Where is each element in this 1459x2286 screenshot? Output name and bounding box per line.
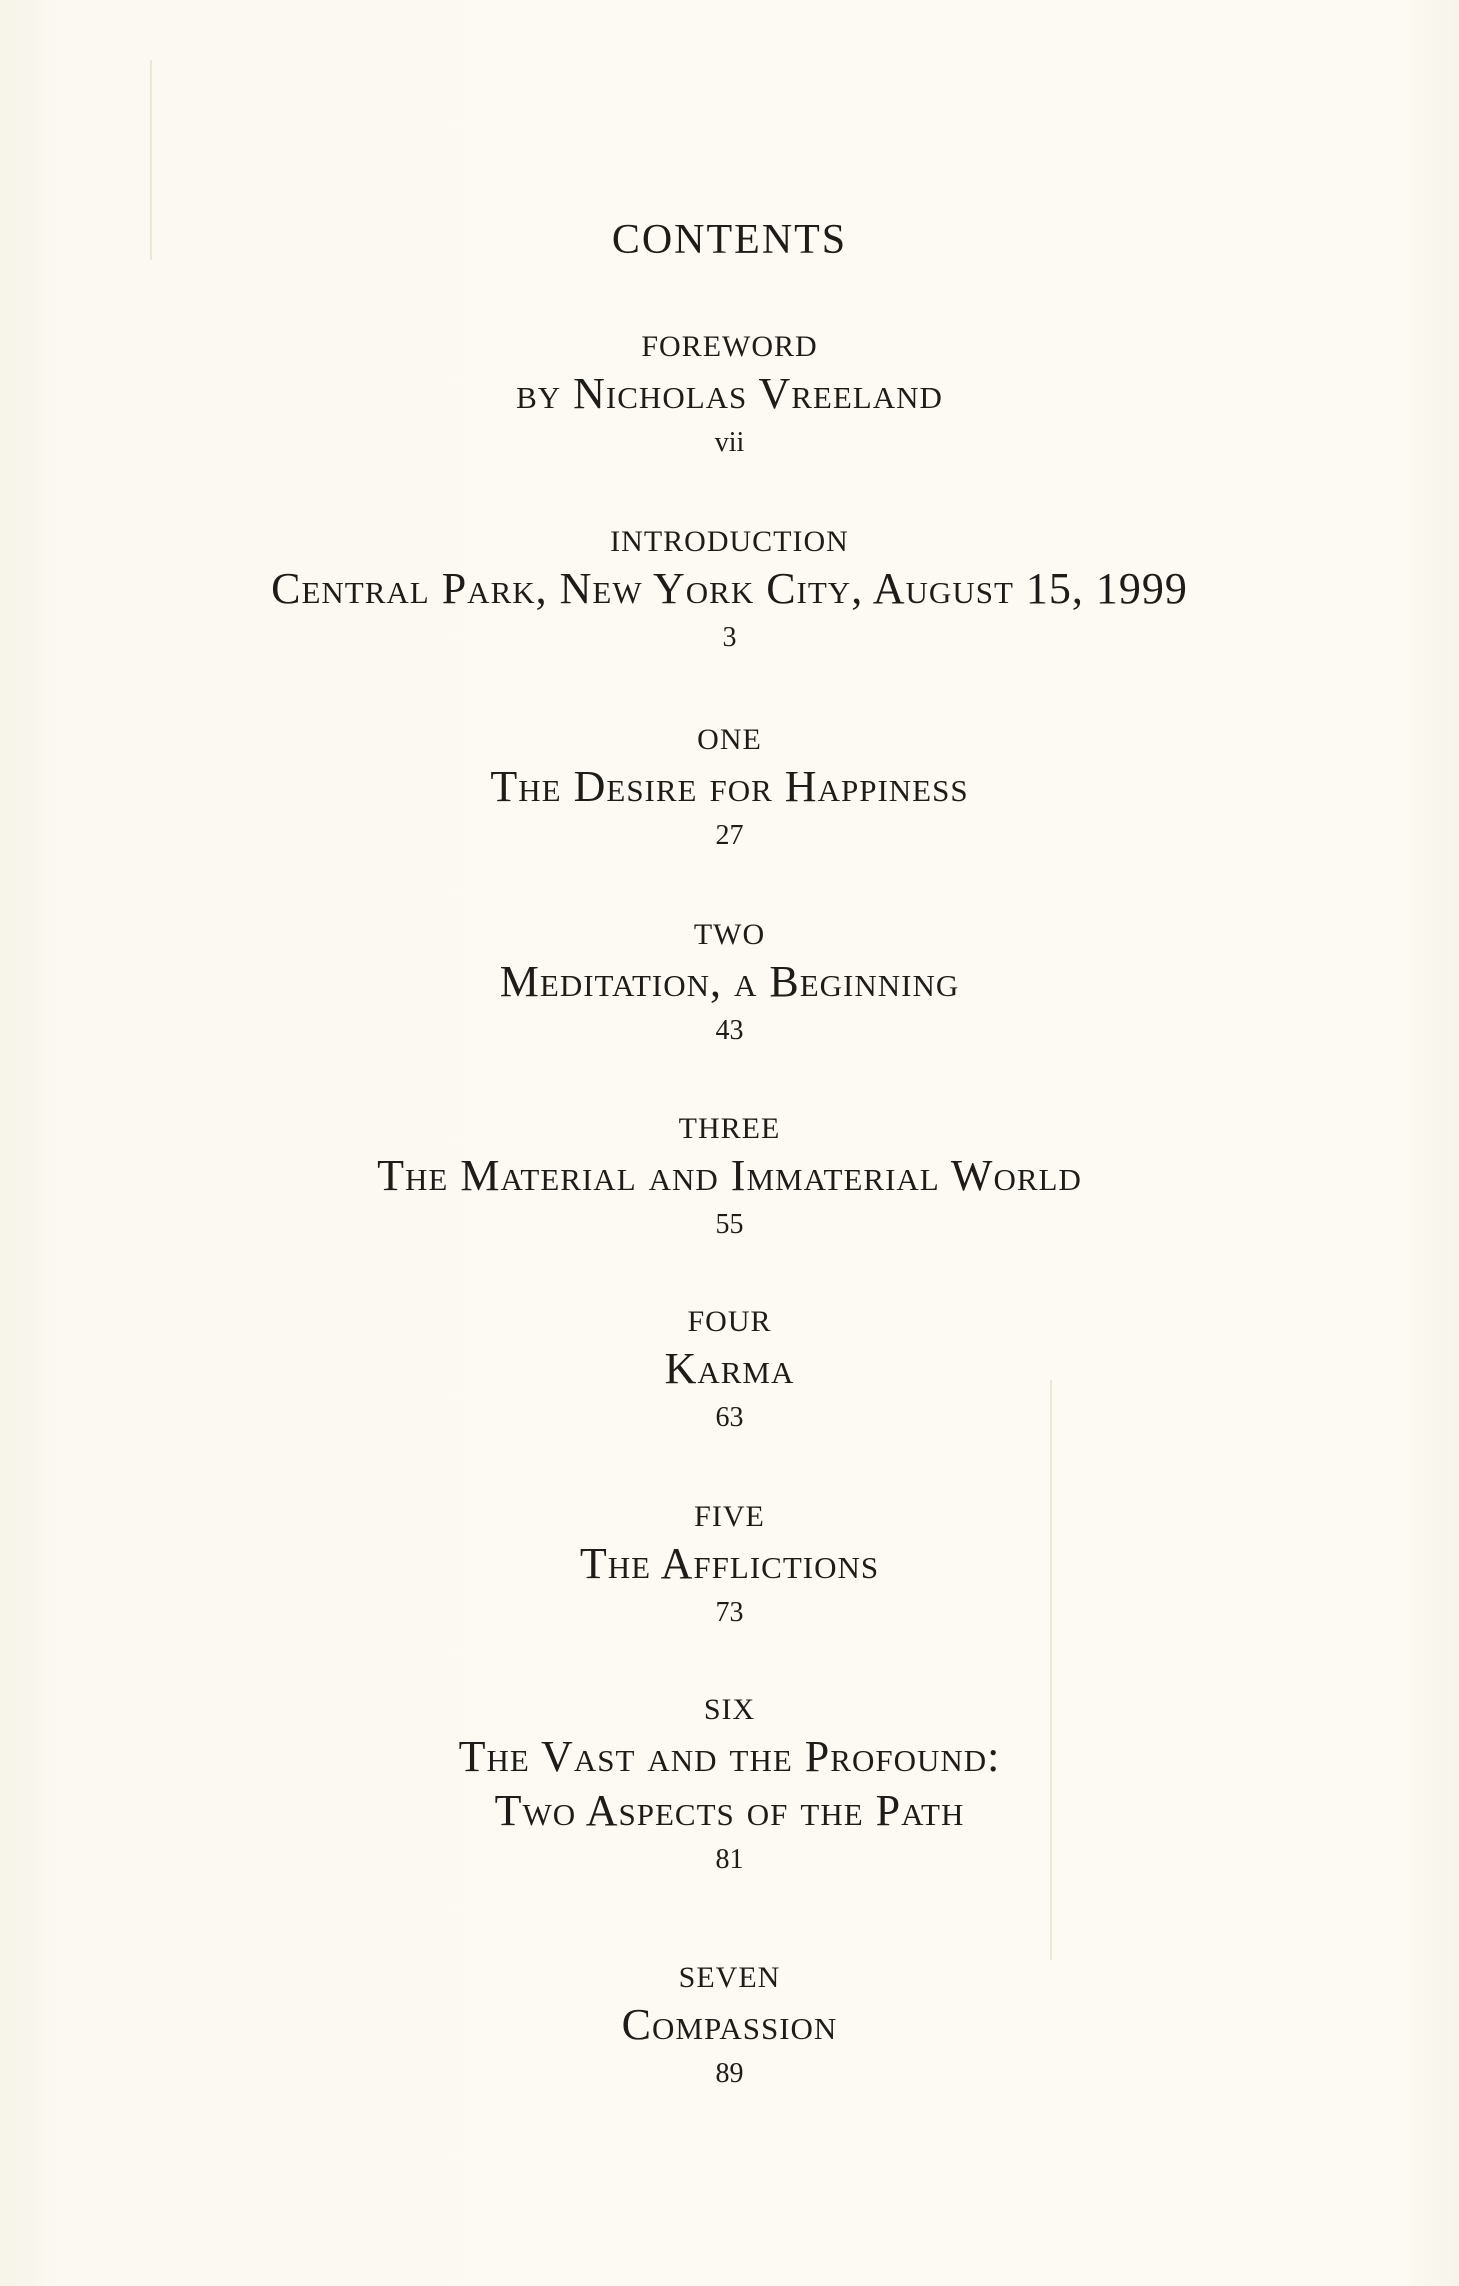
entry-label: TWO: [693, 918, 766, 951]
entry-label: ONE: [697, 723, 762, 756]
entry-page-number: 55: [715, 1209, 744, 1240]
entry-page-number: 43: [715, 1015, 744, 1046]
entry-page-number: 89: [715, 2058, 744, 2089]
toc-entry-introduction: [0, 522, 1459, 660]
toc-entry-foreword: [0, 327, 1459, 465]
entry-label: INTRODUCTION: [610, 525, 849, 558]
entry-title-line-2: Two Aspects of the Path: [494, 1786, 965, 1835]
entry-title: The Afflictions: [579, 1539, 880, 1588]
entry-label: FIVE: [694, 1500, 765, 1533]
entry-page-number: 63: [715, 1402, 744, 1433]
entry-title: by Nicholas Vreeland: [516, 369, 943, 418]
toc-entry-chapter-three: [0, 1109, 1459, 1247]
contents-heading: CONTENTS: [611, 217, 848, 263]
entry-label: THREE: [678, 1112, 781, 1145]
toc-entry-chapter-six: [0, 1690, 1459, 1882]
entry-title: The Desire for Happiness: [490, 762, 969, 811]
entry-title: Compassion: [621, 2000, 838, 2049]
toc-entry-chapter-one: [0, 720, 1459, 858]
entry-label: SEVEN: [678, 1961, 781, 1994]
toc-entry-chapter-five: [0, 1497, 1459, 1635]
entry-page-number: 73: [715, 1597, 744, 1628]
toc-entry-chapter-seven: [0, 1958, 1459, 2096]
entry-page-number: 3: [722, 622, 737, 653]
entry-page-number: 81: [715, 1844, 744, 1875]
entry-title: Central Park, New York City, August 15, 1999: [271, 564, 1188, 613]
entry-title: Karma: [664, 1344, 795, 1393]
entry-title: The Material and Immaterial World: [377, 1151, 1082, 1200]
entry-title: Meditation, a Beginning: [499, 957, 960, 1006]
entry-label: SIX: [703, 1693, 756, 1726]
entry-title: The Vast and the Profound:: [458, 1732, 1001, 1781]
entry-label: FOUR: [687, 1305, 772, 1338]
toc-entry-chapter-four: [0, 1302, 1459, 1440]
entry-label: FOREWORD: [641, 330, 818, 363]
entry-page-number: 27: [715, 820, 744, 851]
toc-entry-chapter-two: [0, 915, 1459, 1053]
entry-page-number: vii: [714, 427, 745, 458]
